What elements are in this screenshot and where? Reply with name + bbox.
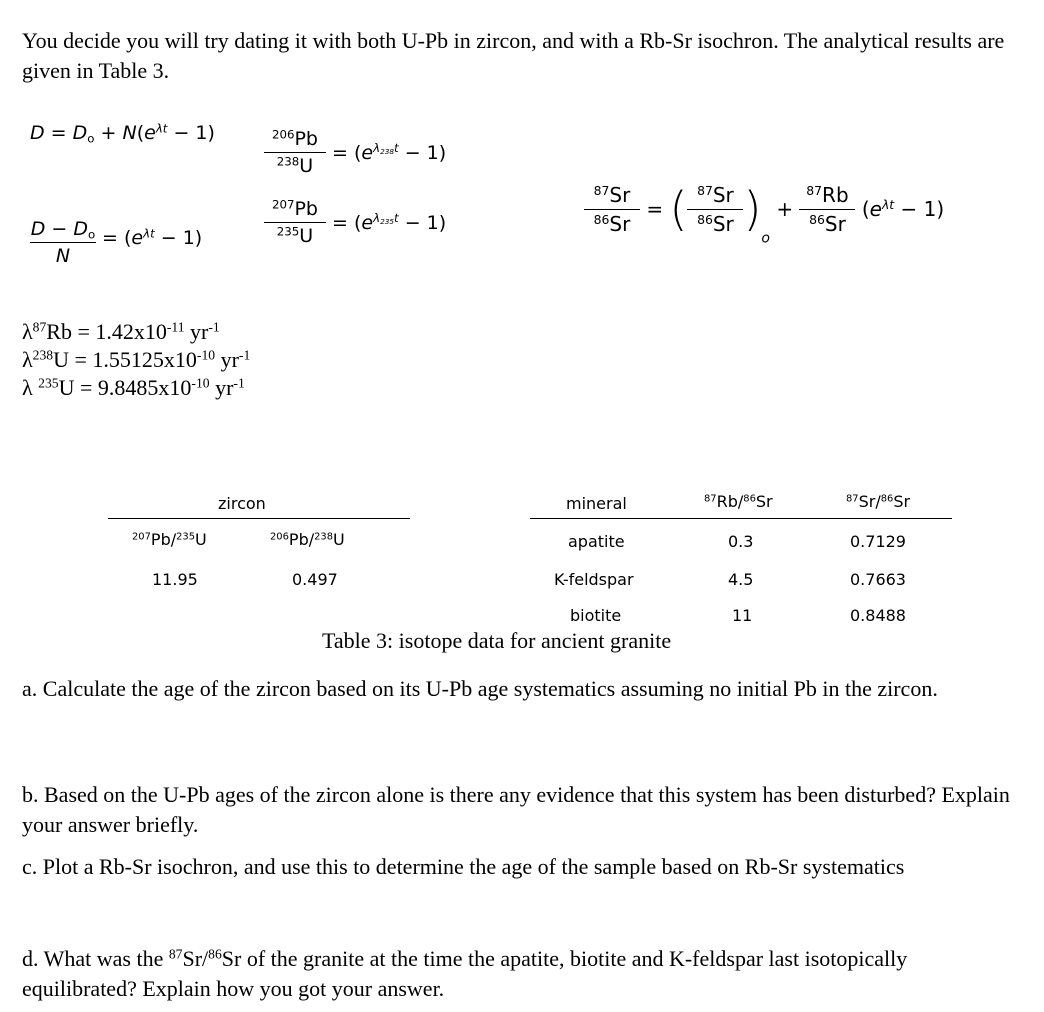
zircon-table-title: zircon [218, 494, 266, 513]
rb-sr-ratio-header: $^{87}$Rb/$^{86}$Sr [704, 492, 773, 511]
zircon-header-207pb-235u: $^{207}$Pb/$^{235}$U [132, 530, 207, 549]
table-row-apatite-sr-sr: 0.7129 [850, 532, 906, 551]
mineral-header: mineral [566, 494, 627, 513]
equation-206pb-238u: $\frac{^{206}Pb}{^{238}U}$ = $(e^{\lambda_{238}t} - 1)$ [264, 128, 446, 177]
equation-isochron: $\frac{^{87}Sr}{^{86}Sr}$ = ( $\frac{^{87}Sr}{^{86}Sr}$ )$_o$ + $\frac{^{87}Rb}{^{86}Sr}$ $(e^{\lambda t} - 1)$ [584, 182, 944, 247]
intro-text: You decide you will try dating it with both U-Pb in zircon, and with a Rb-Sr isochron. The analytical results are given in Table 3. [22, 28, 1005, 83]
constant-rb87: $\lambda^{87}Rb = 1.42x10^{-11}$ $yr^{-1}$ [22, 319, 220, 344]
table-row-apatite-rb-sr: 0.3 [728, 532, 754, 551]
question-a: a. Calculate the age of the zircon based on its U-Pb age systematics assuming no initial Pb in the zircon. [22, 676, 938, 701]
question-b: b. Based on the U-Pb ages of the zircon alone is there any evidence that this system has been disturbed? Explain your answer briefly. [22, 782, 1010, 837]
table-caption: Table 3: isotope data for ancient granite [322, 628, 672, 653]
equation-decay: $D = D_o + N(e^{\lambda t} - 1)$ [30, 121, 215, 146]
table-row-kfeldspar-mineral: K-feldspar [554, 570, 634, 589]
sr-sr-ratio-header: $^{87}$Sr/$^{86}$Sr [846, 492, 911, 511]
constant-u238: $\lambda^{238}U = 1.55125x10^{-10}$ $yr^{-1}$ [22, 347, 251, 372]
table-row-biotite-mineral: biotite [570, 606, 622, 625]
question-c: c. Plot a Rb-Sr isochron, and use this to determine the age of the sample based on Rb-Sr systematics [22, 854, 905, 879]
equation-207pb-235u: $\frac{^{207}Pb}{^{235}U}$ = $(e^{\lambda_{235}t} - 1)$ [264, 198, 446, 247]
zircon-value-207pb-235u: 11.95 [152, 570, 198, 589]
decay-constants [22, 318, 250, 402]
zircon-value-206pb-238u: 0.497 [292, 570, 338, 589]
table-row-biotite-rb-sr: 11 [732, 606, 753, 625]
table-row-biotite-sr-sr: 0.8488 [850, 606, 906, 625]
table-row-kfeldspar-sr-sr: 0.7663 [850, 570, 906, 589]
zircon-header-206pb-238u: $^{206}$Pb/$^{238}$U [270, 530, 345, 549]
table-row-kfeldspar-rb-sr: 4.5 [728, 570, 754, 589]
question-d: d. What was the $^{87}$Sr/$^{86}$Sr of the granite at the time the apatite, biotite and K-feldspar last isotopically equilibrated? Explain how you got your answer. [22, 946, 908, 1001]
constant-u235: λ $^{235}U = 9.8485x10^{-10}$ $yr^{-1}$ [22, 375, 245, 400]
mineral-table-rule [530, 518, 952, 519]
equation-decay-fraction: $\frac{D - D_o}{N}$ = $(e^{\lambda t} - 1)$ [30, 218, 203, 267]
zircon-table-rule [108, 518, 410, 519]
table-row-apatite-mineral: apatite [568, 532, 625, 551]
